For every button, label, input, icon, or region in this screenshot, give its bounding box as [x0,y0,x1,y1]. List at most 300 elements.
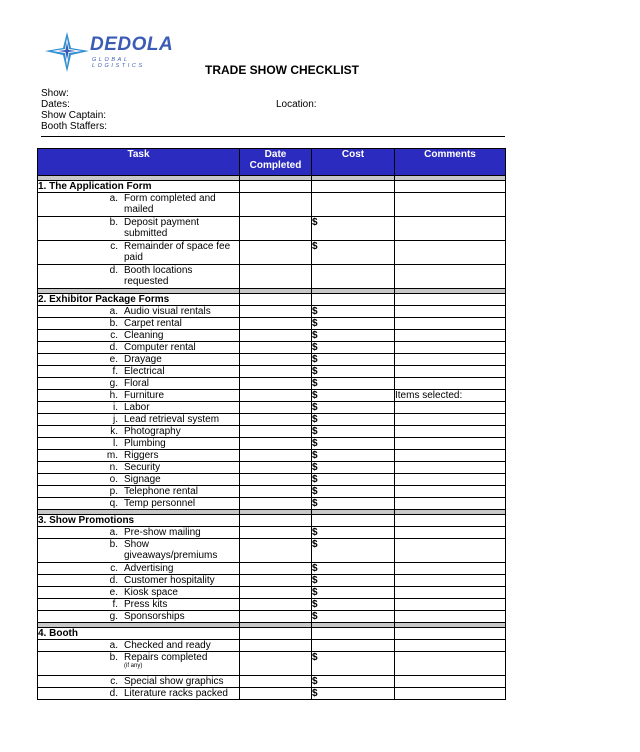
item-note: (if any) [124,663,143,669]
item-label: Computer rental [124,342,196,353]
show-info [41,88,107,132]
cost-cell[interactable]: $ [312,688,395,700]
item-letter: b. [109,318,118,329]
item-label: Furniture [124,390,165,401]
item-label: Drayage [124,354,162,365]
item-letter: q. [109,498,118,509]
brand-name: DEDOLA [90,34,174,55]
item-letter: d. [109,342,118,353]
section-title: 4. Booth [38,628,240,640]
cost-cell[interactable]: $ [312,342,395,354]
show-label: Show: [41,88,69,99]
item-letter: j. [113,414,118,425]
task-item [38,265,239,287]
cost-cell[interactable]: $ [312,438,395,450]
task-cell [38,217,240,241]
item-label: Labor [124,402,150,413]
task-cell [38,438,240,450]
cost-cell[interactable] [312,515,395,527]
task-cell [38,378,240,390]
item-letter: c. [110,676,118,687]
task-cell [38,652,240,676]
task-item [38,241,239,263]
item-letter: p. [109,486,118,497]
comment-cell[interactable] [395,527,506,539]
item-label-wrap [124,318,239,329]
comment-cell[interactable] [395,426,506,438]
task-item [38,318,239,329]
task-cell [38,676,240,688]
comment-cell[interactable] [395,688,506,700]
task-cell [38,366,240,378]
task-item [38,688,239,699]
item-label-wrap [124,599,239,610]
date-cell[interactable] [240,354,312,366]
item-label: Pre-show mailing [124,527,201,538]
cost-cell[interactable] [312,193,395,217]
task-row [38,217,506,241]
item-label-wrap [124,265,239,287]
task-row [38,486,506,498]
cost-cell[interactable]: $ [312,318,395,330]
task-cell [38,318,240,330]
item-label: Plumbing [124,438,166,449]
task-row [38,676,506,688]
item-label: Press kits [124,599,168,610]
item-label: Remainder of space fee paid [124,241,231,263]
task-row [38,527,506,539]
item-label-wrap [124,438,239,449]
cost-cell[interactable]: $ [312,486,395,498]
task-item [38,575,239,586]
task-row [38,241,506,265]
item-label-wrap [124,366,239,377]
task-row [38,450,506,462]
task-row [38,330,506,342]
comment-cell[interactable] [395,217,506,241]
item-label: Kiosk space [124,587,178,598]
task-item [38,306,239,317]
cost-cell[interactable]: $ [312,306,395,318]
cost-cell[interactable]: $ [312,611,395,623]
task-row [38,426,506,438]
item-letter: a. [109,527,118,538]
date-cell[interactable] [240,342,312,354]
task-cell [38,193,240,217]
cost-cell[interactable]: $ [312,599,395,611]
item-letter: d. [109,575,118,586]
task-row [38,366,506,378]
item-letter: c. [110,241,118,252]
comment-cell[interactable] [395,366,506,378]
date-cell[interactable] [240,181,312,193]
comment-cell[interactable] [395,181,506,193]
item-label: Photography [124,426,181,437]
task-cell [38,354,240,366]
cost-cell[interactable] [312,181,395,193]
comment-cell[interactable] [395,676,506,688]
item-letter: n. [109,462,118,473]
task-item [38,402,239,413]
task-item [38,640,239,651]
cost-cell[interactable]: $ [312,366,395,378]
cost-cell[interactable]: $ [312,402,395,414]
comment-cell[interactable] [395,575,506,587]
item-label: Electrical [124,366,165,377]
item-label-wrap [124,611,239,622]
task-cell [38,587,240,599]
date-cell[interactable] [240,265,312,289]
divider [41,136,505,137]
item-letter: d. [109,265,118,276]
item-label-wrap [124,563,239,574]
date-cell[interactable] [240,628,312,640]
task-cell [38,265,240,289]
cost-column-header: Cost [312,149,395,176]
item-letter: m. [106,450,118,461]
task-cell [38,611,240,623]
cost-cell[interactable]: $ [312,676,395,688]
date-header-line2: Completed [249,160,302,171]
item-label-wrap [124,342,239,353]
task-item [38,390,239,401]
date-cell[interactable] [240,318,312,330]
date-cell[interactable] [240,539,312,563]
item-label: Telephone rental [124,486,198,497]
comment-cell[interactable] [395,354,506,366]
cost-cell[interactable]: $ [312,330,395,342]
date-cell[interactable] [240,575,312,587]
item-letter: f. [112,599,118,610]
item-label-wrap [124,486,239,497]
task-row [38,265,506,289]
item-label: Cleaning [124,330,164,341]
date-cell[interactable] [240,366,312,378]
cost-cell[interactable] [312,265,395,289]
task-row [38,306,506,318]
task-item [38,486,239,497]
task-cell [38,563,240,575]
cost-cell[interactable]: $ [312,462,395,474]
task-item [38,193,239,215]
date-cell[interactable] [240,587,312,599]
task-row [38,563,506,575]
comment-cell[interactable] [395,640,506,652]
comments-column-header: Comments [395,149,506,176]
item-label-wrap [124,640,239,651]
section-row [38,515,506,527]
comment-cell[interactable] [395,241,506,265]
item-label-wrap [124,306,239,317]
task-item [38,539,239,561]
cost-cell[interactable]: $ [312,426,395,438]
task-cell [38,390,240,402]
item-label: Advertising [124,563,174,574]
page-title: TRADE SHOW CHECKLIST [205,63,359,77]
item-label: Floral [124,378,150,389]
comment-cell[interactable] [395,652,506,676]
comment-cell[interactable] [395,294,506,306]
date-cell[interactable] [240,306,312,318]
item-label-wrap [124,539,239,561]
task-item [38,587,239,598]
item-label-wrap [124,527,239,538]
cost-cell[interactable]: $ [312,241,395,265]
task-row [38,640,506,652]
task-cell [38,462,240,474]
cost-cell[interactable]: $ [312,587,395,599]
item-letter: d. [109,688,118,699]
cost-cell[interactable]: $ [312,414,395,426]
task-row [38,438,506,450]
date-cell[interactable] [240,378,312,390]
item-label-wrap [124,390,239,401]
dates-label: Dates: [41,99,70,110]
item-label: Form completed and mailed [124,193,216,215]
comment-cell[interactable] [395,498,506,510]
date-cell[interactable] [240,599,312,611]
task-cell [38,486,240,498]
date-cell[interactable] [240,390,312,402]
item-label: Special show graphics [124,676,224,687]
item-label-wrap [124,217,239,239]
cost-cell[interactable]: $ [312,390,395,402]
cost-cell[interactable]: $ [312,217,395,241]
date-cell[interactable] [240,438,312,450]
date-cell[interactable] [240,462,312,474]
comment-cell[interactable] [395,414,506,426]
cost-cell[interactable]: $ [312,539,395,563]
section-title: 2. Exhibitor Package Forms [38,294,240,306]
task-item [38,217,239,239]
date-cell[interactable] [240,563,312,575]
task-item [38,378,239,389]
comment-cell[interactable] [395,611,506,623]
cost-cell[interactable] [312,640,395,652]
task-cell [38,414,240,426]
item-label: Carpet rental [124,318,182,329]
checklist-body [38,176,506,700]
date-cell[interactable] [240,414,312,426]
task-cell [38,330,240,342]
task-cell [38,450,240,462]
date-cell[interactable] [240,676,312,688]
comment-cell[interactable]: Items selected: [395,390,506,402]
comment-cell[interactable] [395,318,506,330]
comment-cell[interactable] [395,599,506,611]
comment-cell[interactable] [395,587,506,599]
task-cell [38,241,240,265]
item-letter: e. [109,354,118,365]
comment-cell[interactable] [395,193,506,217]
comment-cell[interactable] [395,486,506,498]
comment-cell[interactable] [395,474,506,486]
date-cell[interactable] [240,515,312,527]
cost-cell[interactable]: $ [312,652,395,676]
task-row [38,652,506,676]
cost-cell[interactable] [312,628,395,640]
task-row [38,354,506,366]
date-cell[interactable] [240,330,312,342]
item-letter: e. [109,587,118,598]
comment-cell[interactable] [395,515,506,527]
task-row [38,688,506,700]
comment-cell[interactable] [395,539,506,563]
item-label-wrap [124,402,239,413]
item-label-wrap [124,575,239,586]
date-cell[interactable] [240,486,312,498]
item-letter: a. [109,306,118,317]
task-row [38,575,506,587]
date-header-line1: Date [264,149,287,160]
comment-cell[interactable] [395,265,506,289]
task-row [38,193,506,217]
item-label-wrap [124,426,239,437]
comment-cell[interactable] [395,306,506,318]
task-column-header: Task [38,149,240,176]
cost-cell[interactable]: $ [312,378,395,390]
item-label: Signage [124,474,161,485]
date-cell[interactable] [240,241,312,265]
comment-cell[interactable] [395,330,506,342]
task-row [38,342,506,354]
item-letter: a. [109,193,118,204]
item-letter: f. [112,366,118,377]
item-letter: b. [109,217,118,228]
cost-cell[interactable]: $ [312,527,395,539]
captain-label: Show Captain: [41,110,107,121]
cost-cell[interactable]: $ [312,498,395,510]
task-cell [38,575,240,587]
task-cell [38,498,240,510]
task-cell [38,342,240,354]
task-cell [38,306,240,318]
cost-cell[interactable]: $ [312,563,395,575]
task-row [38,414,506,426]
item-label: Customer hospitality [124,575,215,586]
checklist-table [37,148,506,700]
item-label-wrap [124,676,239,687]
task-item [38,354,239,365]
date-cell[interactable] [240,527,312,539]
cost-cell[interactable] [312,294,395,306]
task-item [38,474,239,485]
section-row [38,628,506,640]
staffers-label: Booth Staffers: [41,121,107,132]
date-cell[interactable] [240,217,312,241]
item-letter: h. [109,390,118,401]
item-label: Literature racks packed [124,688,228,699]
date-cell[interactable] [240,450,312,462]
item-label-wrap [124,378,239,389]
item-letter: i. [113,402,118,413]
header-row [38,149,506,176]
task-item [38,414,239,425]
task-item [38,599,239,610]
cost-cell[interactable]: $ [312,474,395,486]
task-cell [38,527,240,539]
date-cell[interactable] [240,640,312,652]
cost-cell[interactable]: $ [312,354,395,366]
item-letter: b. [109,652,118,663]
comment-cell[interactable] [395,450,506,462]
item-letter: o. [109,474,118,485]
location-label: Location: [276,99,317,110]
task-item [38,498,239,509]
comment-cell[interactable] [395,563,506,575]
item-label: Security [124,462,161,473]
item-label: Deposit payment submitted [124,217,200,239]
comment-cell[interactable] [395,342,506,354]
section-row [38,181,506,193]
item-letter: k. [110,426,118,437]
item-label-wrap [124,354,239,365]
comment-cell[interactable] [395,628,506,640]
task-item [38,366,239,377]
task-row [38,599,506,611]
task-item [38,330,239,341]
item-label: Sponsorships [124,611,185,622]
comment-cell[interactable] [395,378,506,390]
task-item [38,342,239,353]
item-label: Show giveaways/premiums [124,539,218,561]
task-cell [38,539,240,563]
item-letter: c. [110,330,118,341]
item-letter: a. [109,640,118,651]
item-label: Checked and ready [124,640,211,651]
item-label-wrap [124,462,239,473]
item-label-wrap [124,498,239,509]
item-label-wrap [124,450,239,461]
comment-cell[interactable] [395,438,506,450]
item-label-wrap [124,652,239,670]
task-row [38,474,506,486]
date-cell[interactable] [240,688,312,700]
item-letter: l. [113,438,118,449]
task-cell [38,426,240,438]
task-item [38,676,239,687]
task-row [38,587,506,599]
task-item [38,438,239,449]
date-cell[interactable] [240,193,312,217]
cost-cell[interactable]: $ [312,575,395,587]
comment-cell[interactable] [395,462,506,474]
date-cell[interactable] [240,294,312,306]
task-row [38,402,506,414]
item-label-wrap [124,241,239,263]
task-item [38,652,239,670]
date-cell[interactable] [240,402,312,414]
task-item [38,611,239,622]
section-row [38,294,506,306]
task-cell [38,402,240,414]
cost-cell[interactable]: $ [312,450,395,462]
item-label-wrap [124,587,239,598]
task-row [38,498,506,510]
task-cell [38,599,240,611]
date-cell[interactable] [240,426,312,438]
date-cell[interactable] [240,611,312,623]
date-cell[interactable] [240,474,312,486]
task-item [38,426,239,437]
item-label-wrap [124,688,239,699]
comment-cell[interactable] [395,402,506,414]
date-cell[interactable] [240,498,312,510]
brand-tagline: GLOBAL LOGISTICS [92,57,145,69]
date-cell[interactable] [240,652,312,676]
task-row [38,611,506,623]
item-label: Lead retrieval system [124,414,220,425]
